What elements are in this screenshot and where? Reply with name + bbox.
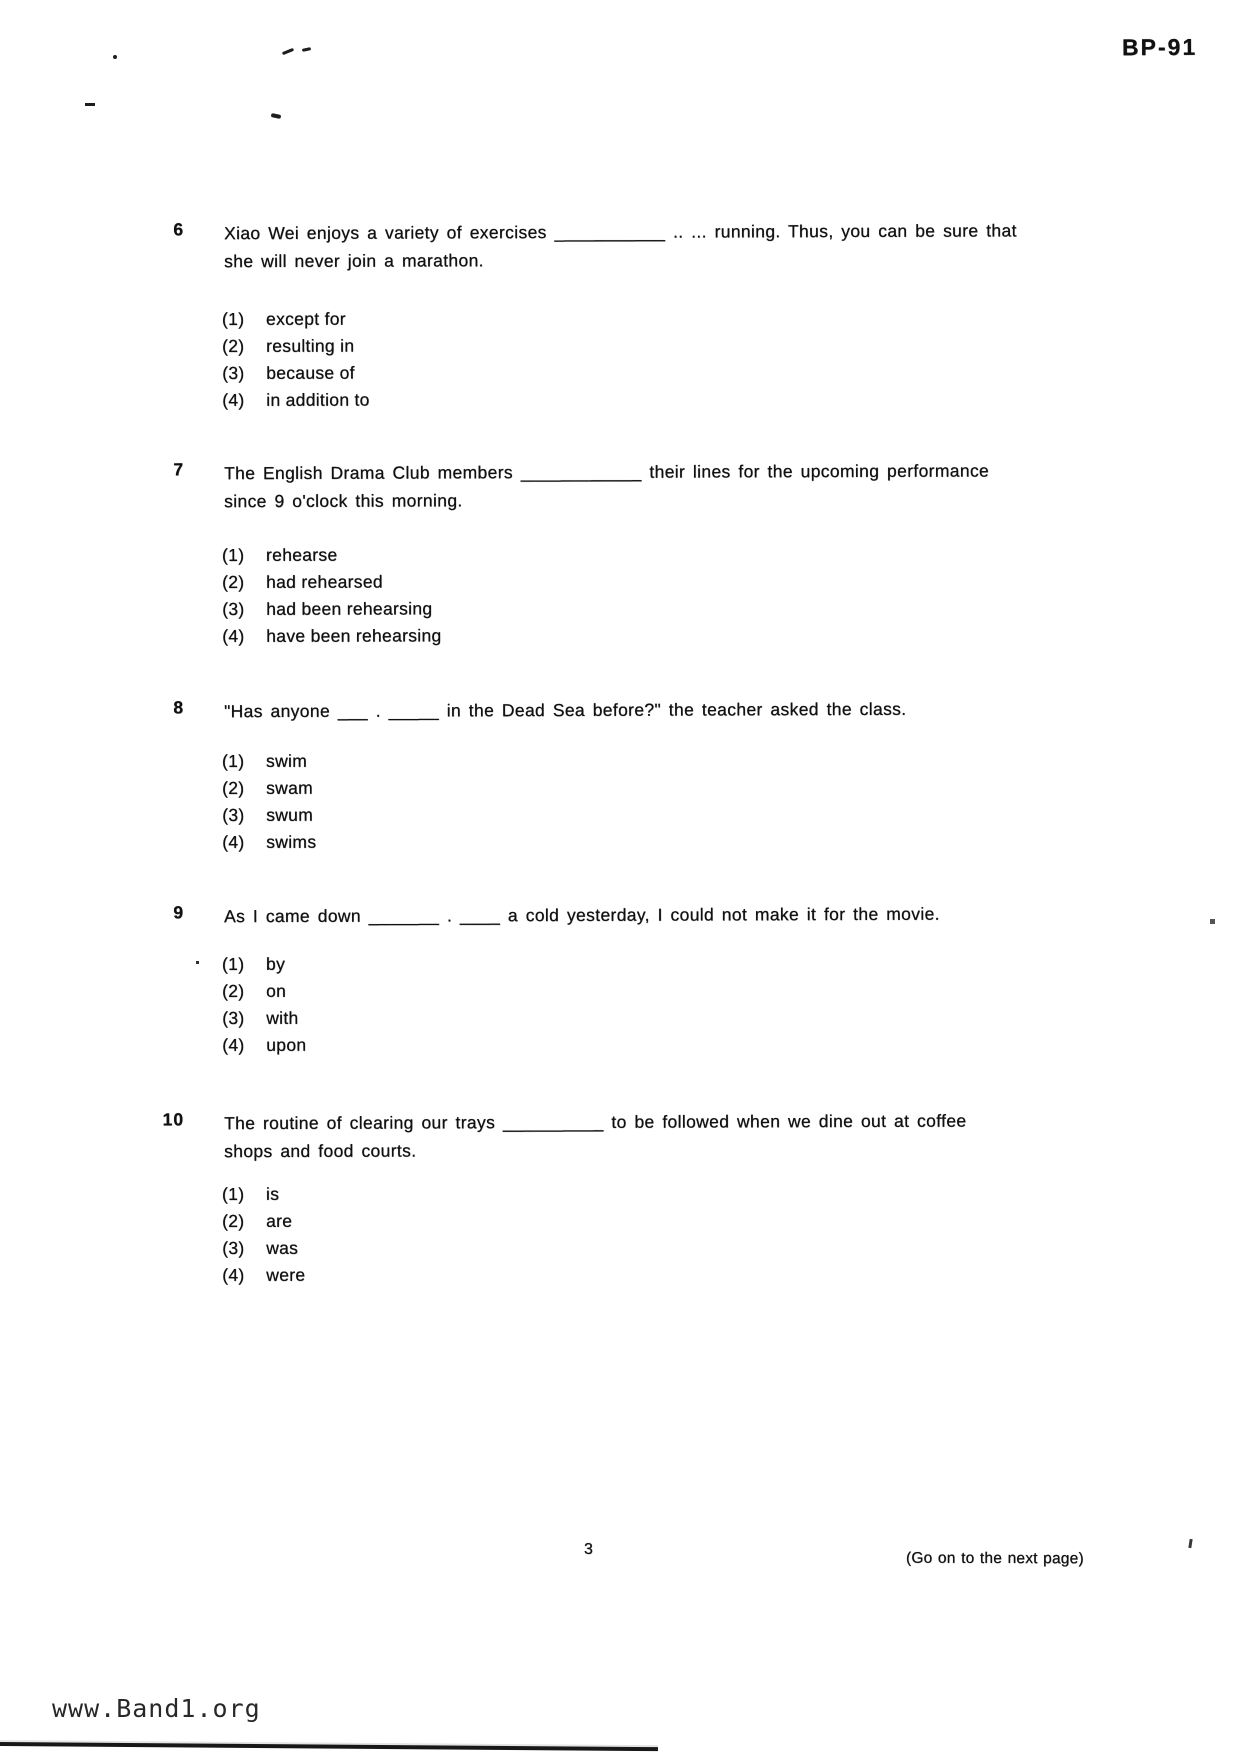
option-label: had rehearsed <box>266 571 383 592</box>
option-label: are <box>266 1210 293 1231</box>
option-marker: (3) <box>222 804 245 825</box>
option-marker: (2) <box>222 980 245 1001</box>
option-marker: (3) <box>222 1237 245 1258</box>
option-label: is <box>266 1183 280 1204</box>
option-label: resulting in <box>266 335 355 356</box>
answer-option <box>222 748 316 775</box>
scan-speck <box>1188 1539 1192 1548</box>
answer-option <box>222 1032 306 1059</box>
question-stem-line: As I came down _______ . ____ a cold yesterday, I could not make it for the movie. <box>224 903 940 927</box>
question-10 <box>0 1106 1239 1162</box>
answer-option <box>222 622 441 650</box>
answer-option <box>222 1005 306 1032</box>
option-label: with <box>266 1007 299 1028</box>
option-label: swum <box>266 804 314 825</box>
answer-option <box>222 775 316 802</box>
question-10-options <box>222 1181 305 1289</box>
question-number: 9 <box>173 902 185 923</box>
answer-option <box>222 978 306 1005</box>
option-marker: (1) <box>222 953 245 974</box>
question-number: 10 <box>162 1109 185 1130</box>
scan-speck <box>85 103 95 106</box>
option-marker: (1) <box>222 750 245 771</box>
question-number: 8 <box>173 697 185 718</box>
option-label: were <box>266 1264 306 1285</box>
question-7-options <box>222 541 442 650</box>
watermark-url: www.Band1.org <box>52 1694 261 1723</box>
continuation-note: (Go on to the next page) <box>905 1549 1084 1568</box>
option-marker: (1) <box>222 544 245 565</box>
question-8-options <box>222 748 316 856</box>
answer-option <box>222 568 441 596</box>
scan-edge-line <box>0 1742 658 1751</box>
answer-option <box>222 306 370 333</box>
option-marker: (4) <box>222 389 245 410</box>
option-label: have been rehearsing <box>266 625 442 646</box>
option-label: upon <box>266 1034 307 1055</box>
question-stem <box>224 1106 1184 1165</box>
option-label: rehearse <box>266 544 338 565</box>
option-marker: (1) <box>222 308 245 329</box>
question-stem-line: shops and food courts. <box>224 1140 417 1162</box>
answer-option <box>222 1208 305 1235</box>
option-label: except for <box>266 308 346 329</box>
scan-speck <box>1210 919 1215 924</box>
option-label: was <box>266 1237 299 1258</box>
option-marker: (4) <box>222 1034 245 1055</box>
question-stem-line: The English Drama Club members ____________ their lines for the upcoming performance <box>224 460 990 484</box>
answer-option <box>222 595 441 623</box>
option-marker: (3) <box>222 598 245 619</box>
answer-option <box>222 541 441 569</box>
question-6 <box>0 216 1239 272</box>
option-marker: (2) <box>222 571 245 592</box>
question-stem-line: "Has anyone ___ . _____ in the Dead Sea before?" the teacher asked the class. <box>224 698 907 722</box>
question-stem <box>224 694 1184 725</box>
option-marker: (1) <box>222 1183 245 1204</box>
option-label: swims <box>266 831 317 852</box>
option-marker: (4) <box>222 625 245 646</box>
scan-speck <box>113 55 117 59</box>
answer-option <box>222 1262 305 1289</box>
option-label: swim <box>266 750 308 771</box>
option-label: because of <box>266 362 355 383</box>
scan-speck <box>271 113 282 119</box>
question-number: 7 <box>173 459 185 480</box>
option-label: by <box>266 953 286 974</box>
question-8 <box>0 694 1239 722</box>
doc-code: BP-91 <box>1121 33 1198 61</box>
option-marker: (4) <box>222 831 245 852</box>
question-6-options <box>222 306 370 414</box>
scan-speck <box>282 48 294 55</box>
question-9-options <box>222 951 306 1059</box>
scan-speck <box>196 961 199 964</box>
question-stem-line: she will never join a marathon. <box>224 250 484 272</box>
option-label: on <box>266 980 287 1001</box>
option-marker: (4) <box>222 1264 245 1285</box>
option-marker: (3) <box>222 362 245 383</box>
answer-option <box>222 951 306 978</box>
question-stem <box>224 456 1184 515</box>
question-9 <box>0 899 1239 927</box>
answer-option <box>222 360 370 387</box>
answer-option <box>222 1235 305 1262</box>
answer-option <box>222 829 316 856</box>
question-stem <box>224 899 1184 930</box>
question-stem-line: The routine of clearing our trays __________ to be followed when we dine out at coffee <box>224 1110 967 1134</box>
answer-option <box>222 333 370 360</box>
page-number: 3 <box>584 1541 593 1558</box>
option-label: had been rehearsing <box>266 598 433 619</box>
question-number: 6 <box>173 219 185 240</box>
option-marker: (2) <box>222 777 245 798</box>
answer-option <box>222 387 370 414</box>
option-marker: (2) <box>222 335 245 356</box>
option-marker: (3) <box>222 1007 245 1028</box>
option-label: swam <box>266 777 314 798</box>
option-label: in addition to <box>266 389 370 410</box>
scan-speck <box>302 47 311 52</box>
question-stem-line: since 9 o'clock this morning. <box>224 490 463 512</box>
answer-option <box>222 1181 305 1208</box>
question-7 <box>0 456 1239 512</box>
question-stem <box>224 216 1184 275</box>
option-marker: (2) <box>222 1210 245 1231</box>
answer-option <box>222 802 316 829</box>
question-stem-line: Xiao Wei enjoys a variety of exercises ___________ .. ... running. Thus, you can be sure that <box>224 220 1017 244</box>
